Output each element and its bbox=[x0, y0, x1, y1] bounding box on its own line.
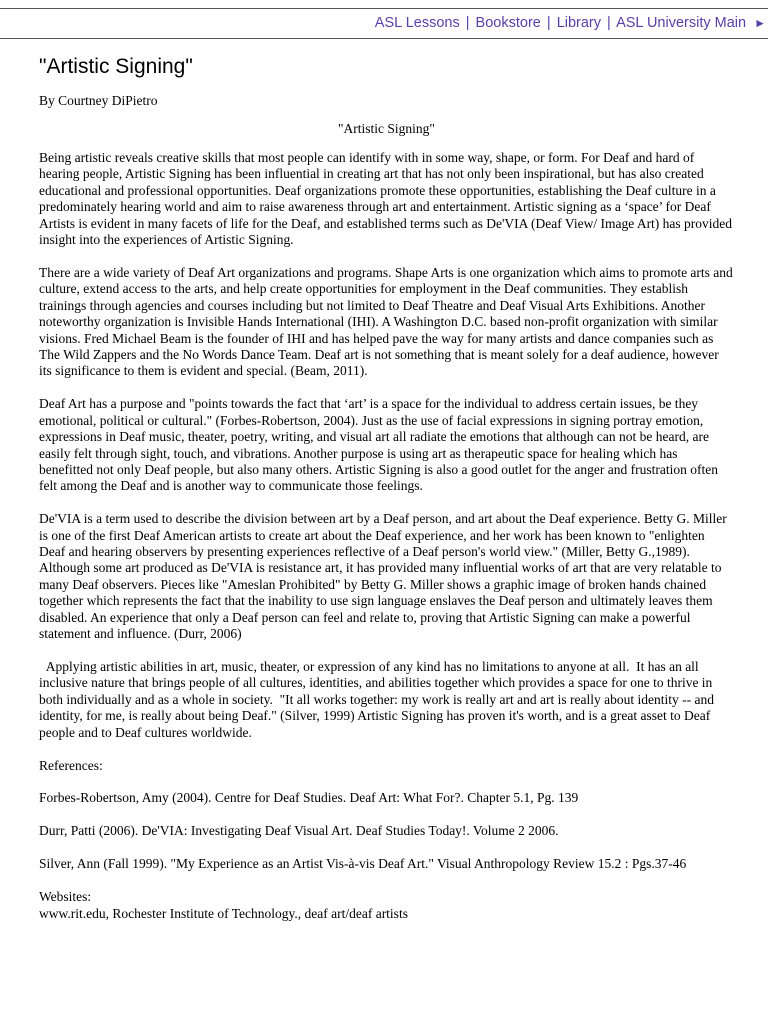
play-arrow-icon[interactable]: ► bbox=[754, 16, 766, 30]
article-content bbox=[39, 55, 734, 922]
article-paragraph: De'VIA is a term used to describe the division between art by a Deaf person, and art about the Deaf experience. Betty G. Miller is one of the first Deaf American artists to create art about the Deaf experience, and her work has been known to "enlighten Deaf and hearing observers by presenting experiences reflective of a Deaf person's world view." (Miller, Betty G.,1989). Although some art produced as De'VIA is resistance art, it has provided many influential works of art that are very relatable to many Deaf observers. Pieces like "Ameslan Prohibited" by Betty G. Miller shows a graphic image of broken hands chained together which represents the fact that the inability to use sign language enslaves the Deaf person and ultimately leaves them disabled. An experience that only a Deaf person can feel and relate to, proving that Artistic Signing can make a powerful statement and influence. (Durr, 2006) bbox=[39, 511, 727, 642]
article-paragraph: Deaf Art has a purpose and "points towards the fact that ‘art’ is a space for the individual to address certain issues, be they emotional, political or cultural." (Forbes-Robertson, 2004). Just as the use of facial expressions in signing portray emotion, expressions in Deaf music, theater, poetry, writing, and visual art all radiate the emotions that although can not be heard, are easily felt through sight, touch, and vibrations. Another purpose is using art as therapeutic space for healing which has benefitted not only Deaf people, but also many others. Artistic Signing is also a good outlet for the anger and frustration often felt among the Deaf and is another way to communicate those feelings. bbox=[39, 396, 718, 494]
reference-item: Durr, Patti (2006). De'VIA: Investigating Deaf Visual Art. Deaf Studies Today!. Volume 2 2006. bbox=[39, 823, 559, 839]
nav-link-bookstore[interactable]: Bookstore bbox=[475, 15, 541, 31]
nav-link-library[interactable]: Library bbox=[556, 15, 602, 31]
author-byline: By Courtney DiPietro bbox=[39, 93, 158, 108]
article-paragraph: Applying artistic abilities in art, music, theater, or expression of any kind has no limitations to anyone at all. It has an all inclusive nature that brings people of all cultures, identities, and abilities together which provides a space for one to thrive in both individually and as a whole in society. "It all works together: my work is really art and art is really about identity -- and identity, for me, is really about being Deaf." (Silver, 1999) Artistic Signing has proven it's worth, and is a great asset to Deaf people and to Deaf cultures worldwide. bbox=[39, 658, 718, 740]
reference-item: Forbes-Robertson, Amy (2004). Centre for Deaf Studies. Deaf Art: What For?. Chapter 5.1, Pg. 139 bbox=[39, 790, 579, 806]
nav-separator: | bbox=[465, 15, 470, 31]
references-heading: References: bbox=[39, 757, 103, 773]
top-navigation-bar bbox=[0, 8, 768, 39]
website-item: www.rit.edu, Rochester Institute of Technology., deaf art/deaf artists bbox=[39, 905, 408, 921]
page-title: "Artistic Signing" bbox=[39, 55, 193, 78]
article-subtitle: "Artistic Signing" bbox=[338, 120, 435, 136]
websites-heading: Websites: bbox=[39, 889, 92, 905]
nav-link-asl-lessons[interactable]: ASL Lessons bbox=[374, 15, 460, 31]
article-paragraph: Being artistic reveals creative skills that most people can identify with in some way, shape, or form. For Deaf and hard of hearing people, Artistic Signing has been influential in creating art that has not only been inspirational, but has also created educational and professional opportunities. Deaf organizations promote these opportunities, establishing the Deaf culture in a predominately hearing world and aim to raise awareness through art and entertainment. Artistic signing as a ‘space’ for Deaf Artists is evident in many facets of life for the Deaf, and established terms such as De'VIA (Deaf View/ Image Art) has provided insight into the experiences of Artistic Signing. bbox=[39, 150, 733, 248]
websites-section bbox=[39, 889, 734, 922]
article-paragraph: There are a wide variety of Deaf Art organizations and programs. Shape Arts is one organization which aims to promote arts and culture, extend access to the arts, and help create opportunities for employment in the Deaf communities. They establish trainings through agencies and courses including but not limited to Deaf Theatre and Deaf Visual Arts Exhibitions. Another noteworthy organization is Invisible Hands International (IHI). A Washington D.C. based non-profit organization with similar visions. Fred Michael Beam is the founder of IHI and has helped pave the way for many artists and dance companies such as The Wild Zappers and the No Words Dance Team. Deaf art is not something that is meant solely for a deaf audience, however its significance to them is evident and special. (Beam, 2011). bbox=[39, 264, 733, 379]
reference-item: Silver, Ann (Fall 1999). "My Experience as an Artist Vis-à-vis Deaf Art." Visual Anthropology Review 15.2 : Pgs.37-46 bbox=[39, 856, 687, 872]
nav-separator: | bbox=[607, 15, 611, 31]
nav-link-asl-university-main[interactable]: ASL University Main bbox=[616, 15, 747, 31]
nav-separator: | bbox=[546, 15, 551, 31]
